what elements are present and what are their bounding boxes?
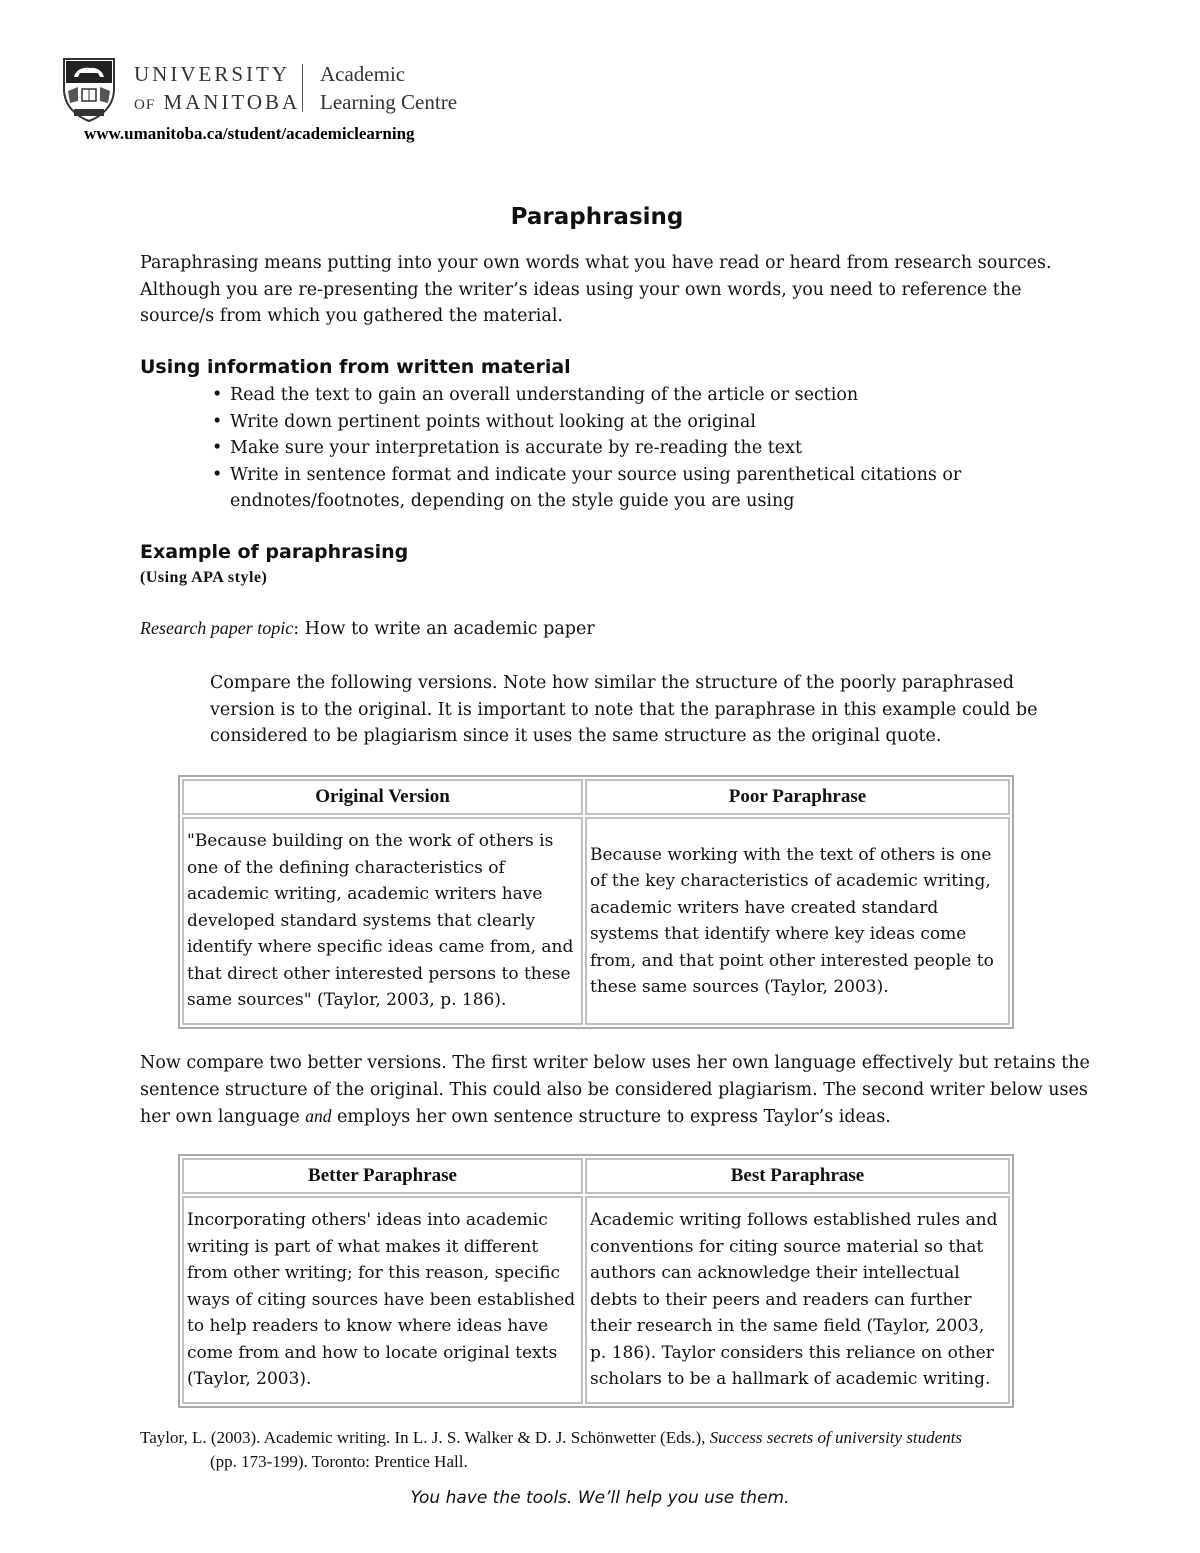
now-text-before: Now compare two better versions. The first writer below uses her own language effectively but retains the sentence structure of the original. This could also be considered plagiarism. The second writer below uses her own language	[140, 1053, 1090, 1127]
bullet-icon: •	[212, 385, 223, 405]
logo-university-text: UNIVERSITY	[134, 62, 290, 86]
list-item	[210, 435, 1030, 462]
reference-book-title: Success secrets of university students	[709, 1428, 963, 1447]
reference-part2: (pp. 173-199). Toronto: Prentice Hall.	[210, 1452, 468, 1471]
section-heading-example: Example of paraphrasing	[140, 541, 409, 563]
logo-of-text: OF	[134, 97, 156, 113]
bullet-text: Write in sentence format and indicate your source using parenthetical citations or endnotes/footnotes, depending on the style guide you are using	[230, 464, 962, 511]
logo-divider	[302, 64, 303, 112]
table-cell-best: Academic writing follows established rules and conventions for citing source material so that authors can acknowledge their intellectual debts to their peers and readers can further their research in the same field (Taylor, 2003, p. 186). Taylor considers this reliance on other scholars to be a hallmark of academic writing.	[585, 1196, 1010, 1404]
section-heading-written: Using information from written material	[140, 356, 571, 378]
now-text-after: employs her own sentence structure to express Taylor’s ideas.	[331, 1107, 891, 1127]
table-cell-better: Incorporating others' ideas into academic writing is part of what makes it different from other writing; for this reason, specific ways of citing sources have been established to help readers to know where ideas have come from and how to locate original texts (Taylor, 2003).	[182, 1196, 583, 1404]
bullet-text: Write down pertinent points without looking at the original	[230, 411, 756, 432]
table-header-cell: Best Paraphrase	[585, 1158, 1010, 1194]
unit-name-line1: Academic	[320, 62, 406, 86]
list-item	[210, 409, 1030, 436]
reference-part1: Taylor, L. (2003). Academic writing. In L. J. S. Walker & D. J. Schönwetter (Eds.),	[140, 1428, 710, 1447]
bullet-text: Read the text to gain an overall understanding of the article or section	[230, 385, 859, 405]
bullet-icon: •	[212, 411, 223, 432]
now-emphasis: and	[305, 1106, 332, 1126]
table-header-cell: Original Version	[182, 779, 583, 815]
table-row	[182, 817, 1010, 1025]
better-versions-paragraph	[140, 1050, 1100, 1131]
bullet-icon: •	[212, 464, 223, 485]
section-subheading-apa: (Using APA style)	[140, 569, 268, 586]
bullet-icon: •	[212, 438, 223, 458]
list-item	[210, 462, 1030, 515]
university-crest-icon	[60, 55, 118, 123]
topic-label: Research paper topic	[140, 618, 294, 638]
table-header-row	[182, 1158, 1010, 1194]
comparison-table-original-poor	[178, 775, 1014, 1029]
compare-paragraph: Compare the following versions. Note how similar the structure of the poorly paraphrased version is to the original. It is important to note that the paraphrase in this example could be considered to be plagiarism since it uses the same structure as the original quote.	[210, 673, 1038, 746]
intro-paragraph: Paraphrasing means putting into your own words what you have read or heard from research sources. Although you are re-presenting the writer’s ideas using your own words, you need to reference the source/s from which you gathered the material.	[140, 253, 1052, 326]
list-item	[210, 382, 1030, 409]
comparison-table-better-best	[178, 1154, 1014, 1408]
page-title: Paraphrasing	[510, 204, 684, 230]
logo-manitoba-word: MANITOBA	[163, 90, 301, 114]
footer-tagline: You have the tools. We’ll help you use them.	[410, 1488, 790, 1508]
table-header-cell: Better Paraphrase	[182, 1158, 583, 1194]
unit-name-line2: Learning Centre	[320, 90, 458, 114]
website-url[interactable]: www.umanitoba.ca/student/academiclearning	[84, 124, 415, 143]
table-header-cell: Poor Paraphrase	[585, 779, 1010, 815]
bullet-list	[210, 382, 1030, 515]
topic-value: : How to write an academic paper	[293, 619, 595, 639]
table-row	[182, 1196, 1010, 1404]
logo-manitoba-text	[134, 90, 300, 115]
table-cell-poor: Because working with the text of others is one of the key characteristics of academic writing, academic writers have created standard systems that identify where key ideas come from, and that point other interested people to these same sources (Taylor, 2003).	[585, 817, 1010, 1025]
table-header-row	[182, 779, 1010, 815]
reference-entry	[140, 1426, 1060, 1474]
table-cell-original: "Because building on the work of others is one of the defining characteristics of academic writing, academic writers have developed standard systems that clearly identify where specific ideas came from, and that direct other interested persons to these same sources" (Taylor, 2003, p. 186).	[182, 817, 583, 1025]
research-topic	[140, 618, 595, 639]
bullet-text: Make sure your interpretation is accurate by re-reading the text	[230, 438, 803, 458]
